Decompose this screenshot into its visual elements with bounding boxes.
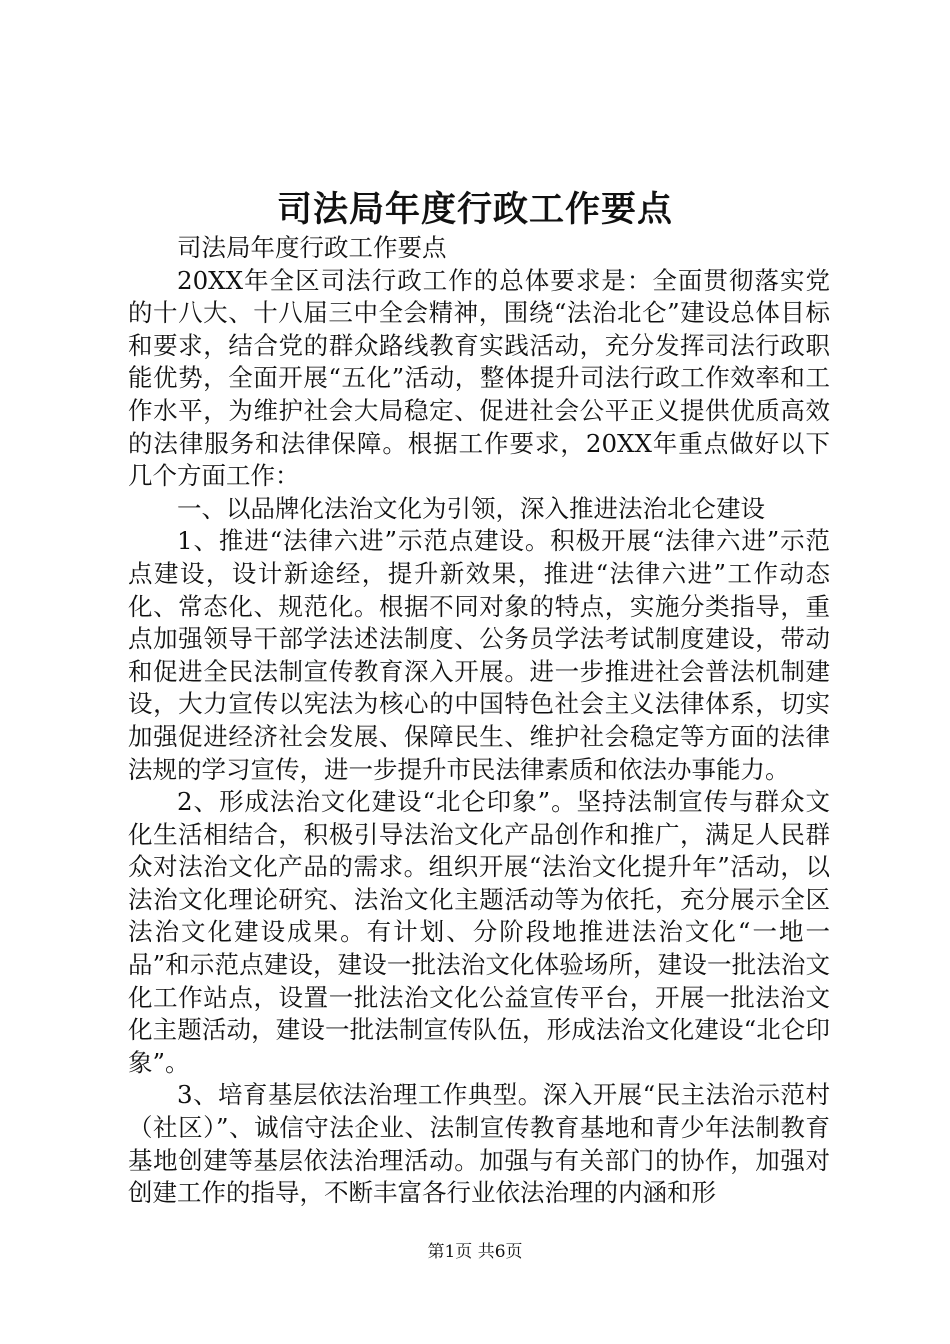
document-title: 司法局年度行政工作要点 — [276, 189, 673, 230]
page-number-footer: 第1页 共6页 — [427, 1242, 523, 1262]
document-body — [128, 232, 830, 1210]
section-heading-1: 一、以品牌化法治文化为引领，深入推进法治北仑建设 — [177, 493, 765, 523]
paragraph-item-2: 2、形成法治文化建设“北仑印象”。坚持法制宣传与群众文化生活相结合，积极引导法治文化产品创作和推广，满足人民群众对法治文化产品的需求。组织开展“法治文化提升年”活动，以法治文化理论研究、法治文化主题活动等为依托，充分展示全区法治文化建设成果。有计划、分阶段地推进法治文化“一地一品”和示范点建设，建设一批法治文化体验场所，建设一批法治文化工作站点，设置一批法治文化公益宣传平台，开展一批法治文化主题活动，建设一批法制宣传队伍，形成法治文化建设“北仑印象”。 — [128, 787, 830, 1077]
paragraph-item-3: 3、培育基层依法治理工作典型。深入开展“民主法治示范村（社区）”、诚信守法企业、法制宣传教育基地和青少年法制教育基地创建等基层依法治理活动。加强与有关部门的协作，加强对创建工作的指导，不断丰富各行业依法治理的内涵和形 — [128, 1080, 830, 1208]
paragraph-item-1: 1、推进“法律六进”示范点建设。积极开展“法律六进”示范点建设，设计新途经，提升新效果，推进“法律六进”工作动态化、常态化、规范化。根据不同对象的特点，实施分类指导，重点加强领导干部学法述法制度、公务员学法考试制度建设，带动和促进全民法制宣传教育深入开展。进一步推进社会普法机制建设，大力宣传以宪法为核心的中国特色社会主义法律体系，切实加强促进经济社会发展、保障民生、维护社会稳定等方面的法律法规的学习宣传，进一步提升市民法律素质和依法办事能力。 — [128, 526, 830, 784]
paragraph-intro: 20XX年全区司法行政工作的总体要求是：全面贯彻落实党的十八大、十八届三中全会精神，围绕“法治北仑”建设总体目标和要求，结合党的群众路线教育实践活动，充分发挥司法行政职能优势，全面开展“五化”活动，整体提升司法行政工作效率和工作水平，为维护社会大局稳定、促进社会公平正义提供优质高效的法律服务和法律保障。根据工作要求，20XX年重点做好以下几个方面工作： — [128, 265, 830, 491]
paragraph-subtitle: 司法局年度行政工作要点 — [177, 233, 447, 262]
